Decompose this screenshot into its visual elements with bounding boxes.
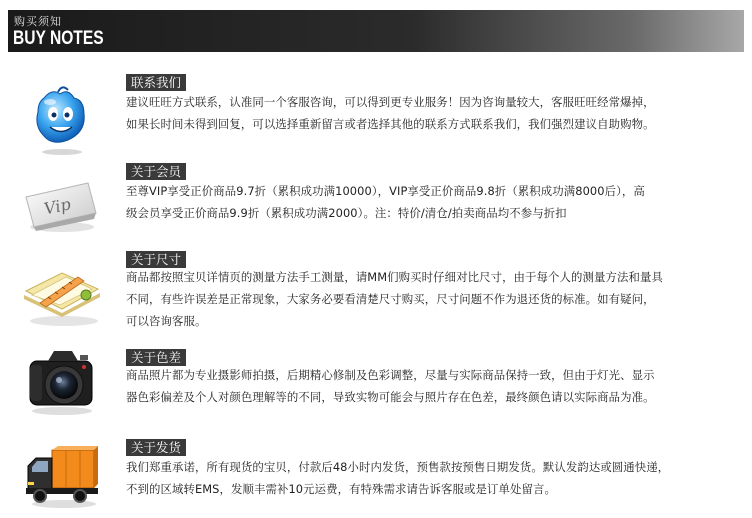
text-line: 不到的区域转EMS，发顺丰需补10元运费，有特殊需求请告诉客服或是订单处留言。 <box>126 482 556 496</box>
text-line: 商品都按照宝贝详情页的测量方法手工测量，请MM们购买时仔细对比尺寸，由于每个人的测量方法和量具 <box>126 270 663 284</box>
text-line: 级会员享受正价商品9.9折（累积成功满2000）。注：特价/清仓/拍卖商品均不参与折扣 <box>126 206 567 220</box>
section-text-contact <box>126 91 738 135</box>
chat-bubble-icon <box>22 84 102 156</box>
camera-icon <box>22 345 102 417</box>
section-text-size <box>126 266 738 332</box>
vip-card-icon <box>22 167 102 239</box>
section-tag-color: 关于色差 <box>126 349 186 366</box>
section-tag-size: 关于尺寸 <box>126 251 186 268</box>
text-line: 器色彩偏差及个人对颜色理解等的不同，导致实物可能会与照片存在色差，最终颜色请以实际商品为准。 <box>126 390 655 404</box>
section-tag-contact: 联系我们 <box>126 74 186 91</box>
section-text-color <box>126 364 738 408</box>
buy-notes-banner <box>8 10 744 52</box>
text-line: 至尊VIP享受正价商品9.7折（累积成功满10000），VIP享受正价商品9.8折（累积成功满8000后），高 <box>126 184 645 198</box>
text-line: 建议旺旺方式联系，认准同一个客服咨询，可以得到更专业服务！因为咨询量较大，客服旺旺经常爆掉， <box>126 95 655 109</box>
banner-title-en: BUY NOTES <box>13 28 104 49</box>
text-line: 不同，有些许误差是正常现象，大家务必要看清楚尺寸购买，尺寸问题不作为退还货的标准。如有疑问， <box>126 292 655 306</box>
svg-text:Vip: Vip <box>42 194 73 219</box>
delivery-truck-icon <box>22 440 102 512</box>
text-line: 如果长时间未得到回复，可以选择重新留言或者选择其他的联系方式联系我们，我们强烈建议自助购物。 <box>126 117 655 131</box>
section-tag-vip: 关于会员 <box>126 163 186 180</box>
text-line: 可以咨询客服。 <box>126 314 207 328</box>
section-tag-shipping: 关于发货 <box>126 439 186 456</box>
section-text-shipping <box>126 456 738 500</box>
banner-title-cn: 购买须知 <box>14 15 62 28</box>
section-text-vip <box>126 180 738 224</box>
text-line: 我们郑重承诺，所有现货的宝贝，付款后48小时内发货，预售款按预售日期发货。默认发韵达或圆通快递， <box>126 460 670 474</box>
ruler-icon <box>22 259 102 331</box>
text-line: 商品照片都为专业摄影师拍摄，后期精心修制及色彩调整，尽量与实际商品保持一致，但由于灯光、显示 <box>126 368 655 382</box>
